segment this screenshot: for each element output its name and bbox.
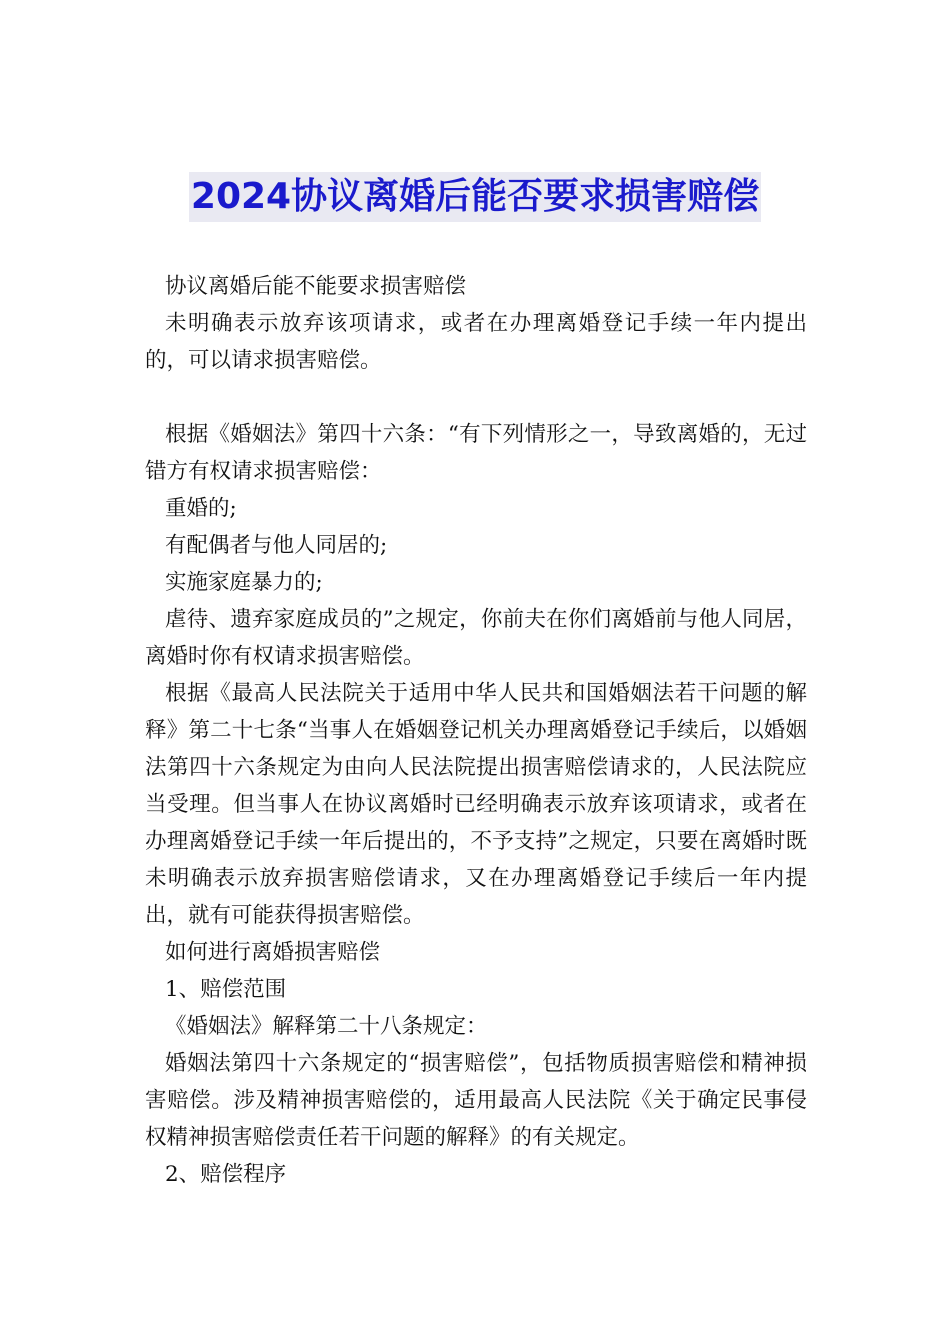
list-item: 重婚的;	[165, 496, 237, 521]
section-heading-1: 1、赔偿范围	[165, 977, 287, 1002]
paragraph: 《婚姻法》解释第二十八条规定：	[165, 1014, 488, 1039]
title-container	[0, 172, 950, 222]
list-item: 实施家庭暴力的;	[165, 570, 323, 595]
paragraph: 虐待、遗弃家庭成员的”之规定，你前夫在你们离婚前与他人同居，离婚时你有权请求损害赔偿。	[145, 607, 807, 669]
document-body	[145, 268, 807, 1193]
document-title: 2024协议离婚后能否要求损害赔偿	[189, 172, 761, 222]
blank-line	[145, 379, 807, 416]
list-item: 有配偶者与他人同居的;	[165, 533, 388, 558]
paragraph: 根据《婚姻法》第四十六条：“有下列情形之一，导致离婚的，无过错方有权请求损害赔偿：	[145, 422, 807, 484]
paragraph: 根据《最高人民法院关于适用中华人民共和国婚姻法若干问题的解释》第二十七条“当事人在婚姻登记机关办理离婚登记手续后，以婚姻法第四十六条规定为由向人民法院提出损害赔偿请求的，人民法院应当受理。但当事人在协议离婚时已经明确表示放弃该项请求，或者在办理离婚登记手续一年后提出的，不予支持”之规定，只要在离婚时既未明确表示放弃损害赔偿请求，又在办理离婚登记手续后一年内提出，就有可能获得损害赔偿。	[145, 681, 807, 928]
paragraph-subheading-1: 协议离婚后能不能要求损害赔偿	[165, 274, 467, 299]
paragraph: 未明确表示放弃该项请求，或者在办理离婚登记手续一年内提出的，可以请求损害赔偿。	[145, 311, 807, 373]
paragraph-subheading-2: 如何进行离婚损害赔偿	[165, 940, 381, 965]
section-heading-2: 2、赔偿程序	[165, 1162, 287, 1187]
paragraph: 婚姻法第四十六条规定的“损害赔偿”，包括物质损害赔偿和精神损害赔偿。涉及精神损害赔偿的，适用最高人民法院《关于确定民事侵权精神损害赔偿责任若干问题的解释》的有关规定。	[145, 1051, 807, 1150]
